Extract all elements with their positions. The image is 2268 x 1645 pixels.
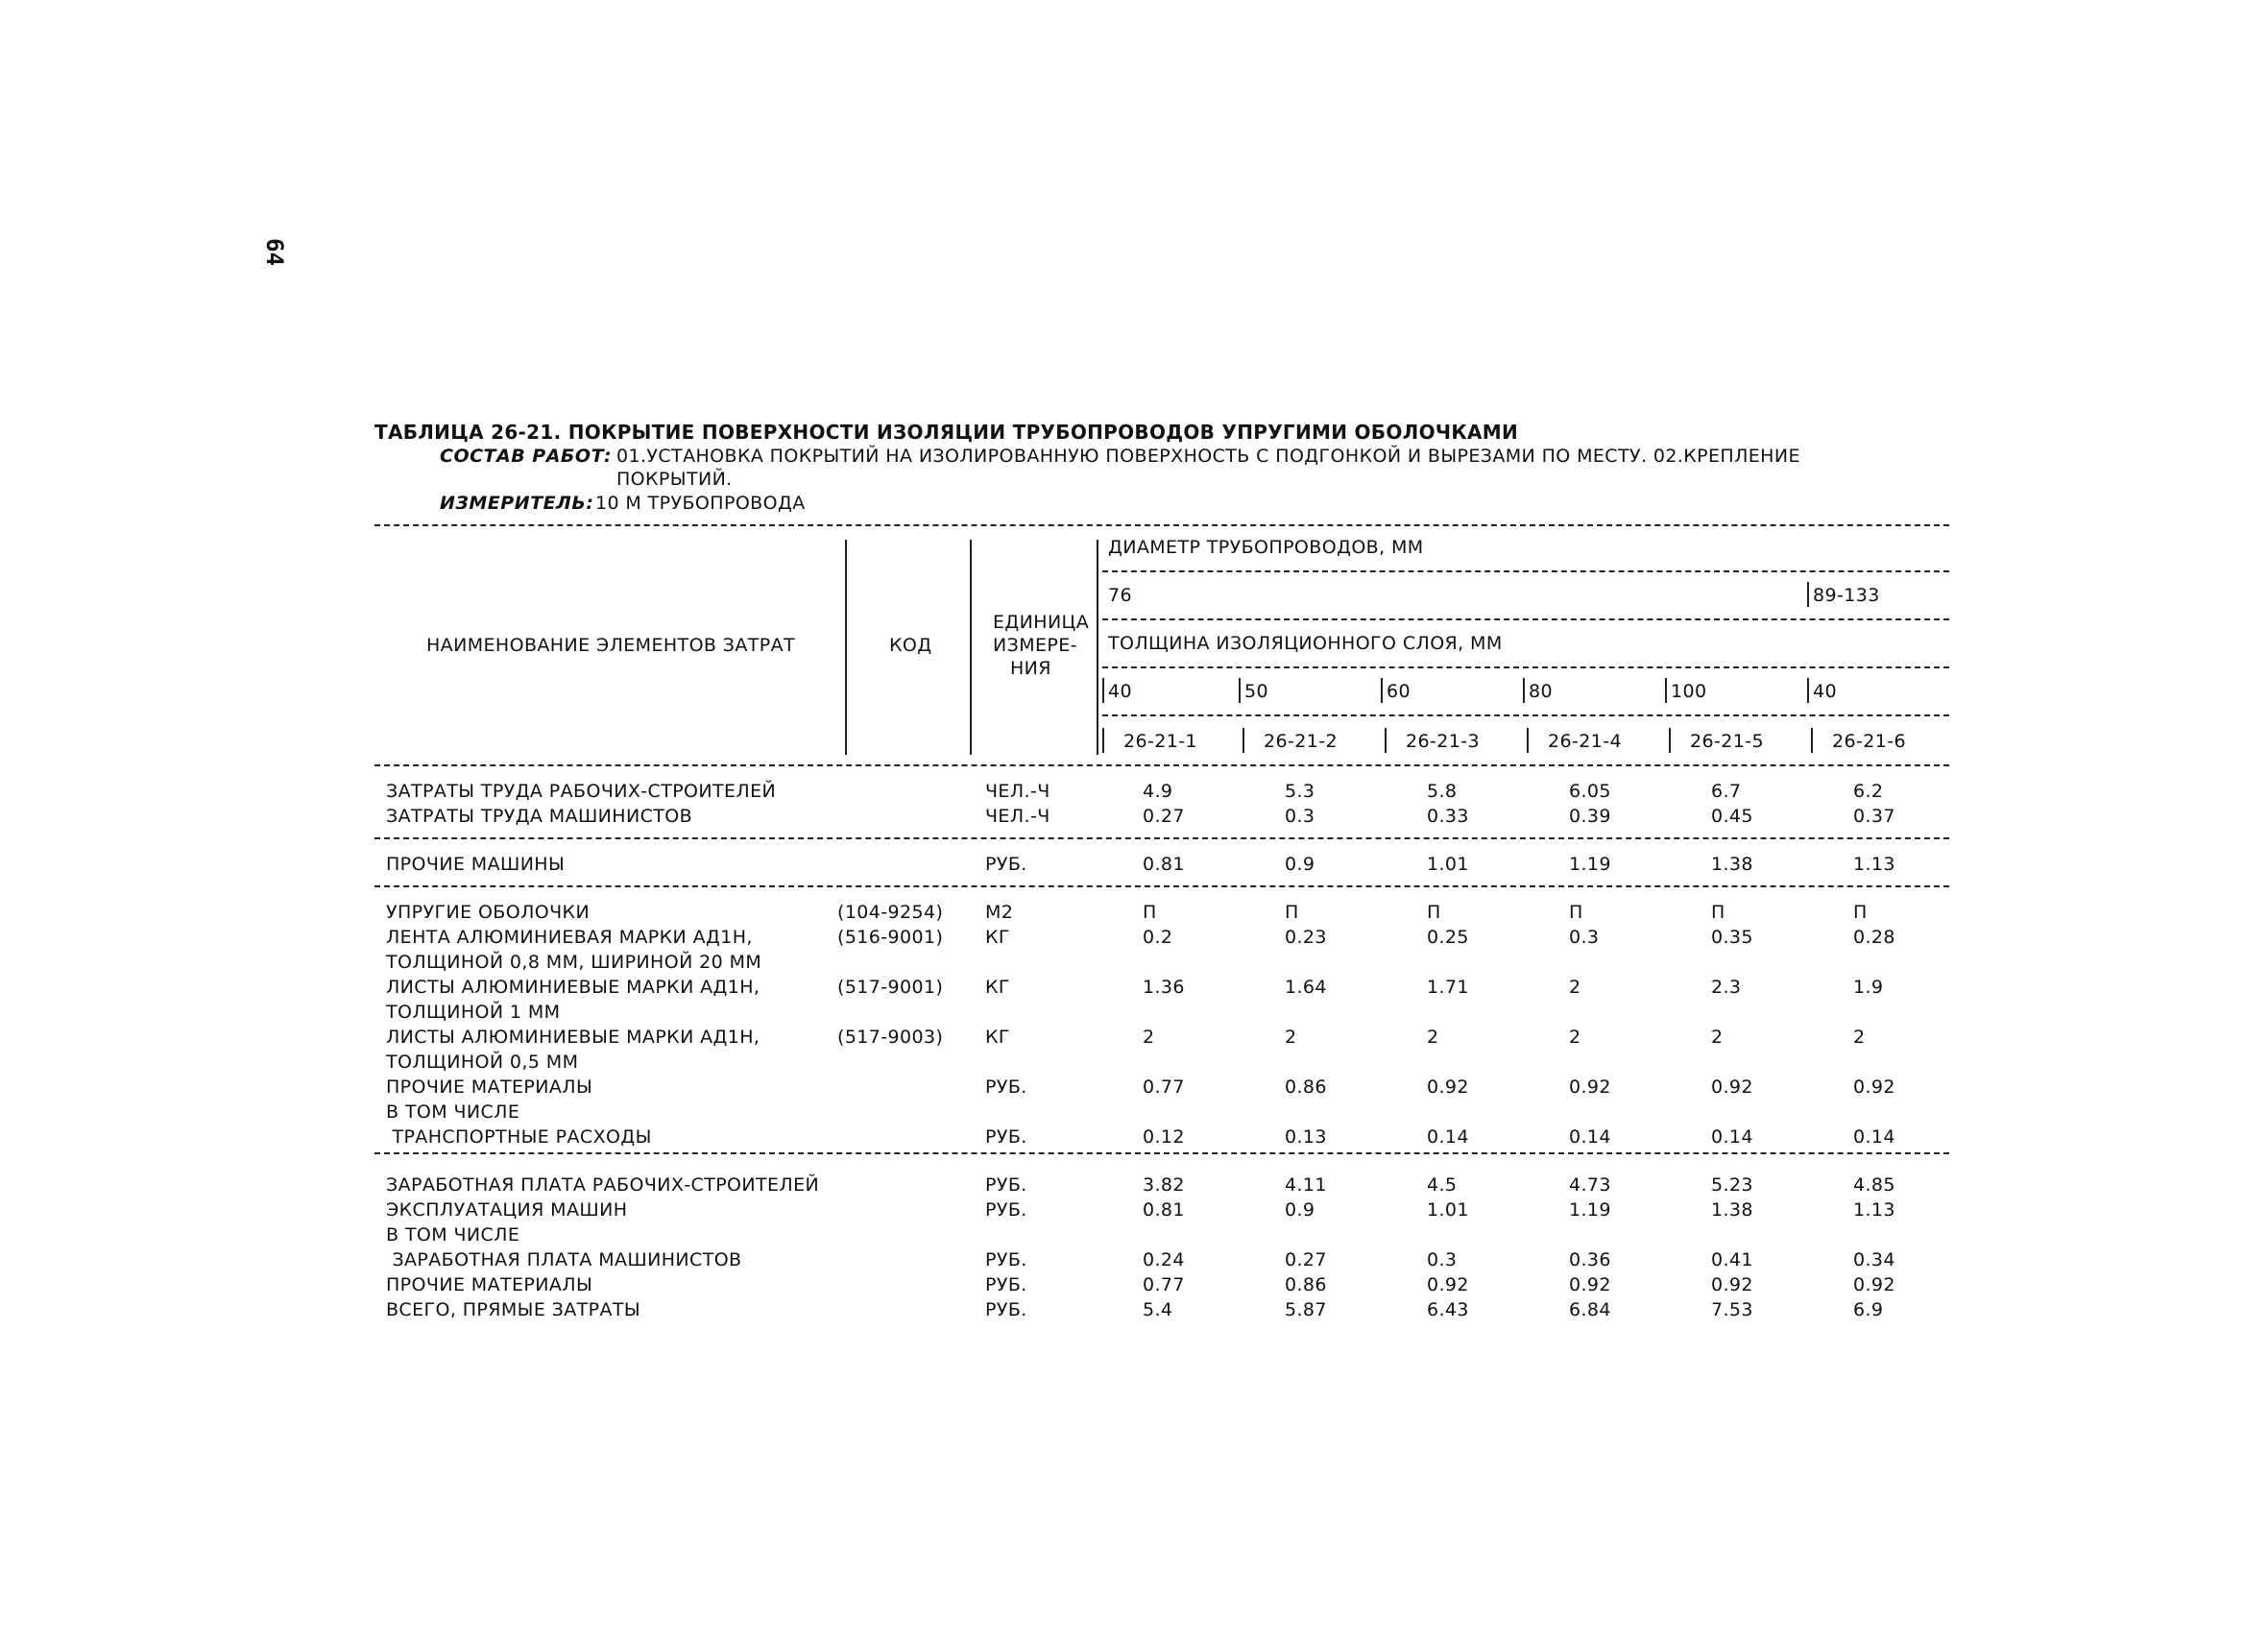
row-value: 0.92 xyxy=(1711,1077,1753,1098)
row-value: 0.23 xyxy=(1285,927,1327,948)
row-value: П xyxy=(1853,902,1868,923)
row-value: 1.71 xyxy=(1427,977,1469,998)
header-divider-2 xyxy=(970,540,972,755)
row-value: 4.11 xyxy=(1285,1174,1327,1196)
row-value: 4.5 xyxy=(1427,1174,1458,1196)
row-value: 2.3 xyxy=(1711,977,1742,998)
row-value: 0.3 xyxy=(1285,806,1315,827)
codes-rule xyxy=(1102,714,1949,716)
row-value: 6.84 xyxy=(1569,1299,1611,1320)
thick-divider-4 xyxy=(1523,678,1525,703)
row-unit: М2 xyxy=(985,902,1014,923)
row-unit: РУБ. xyxy=(985,854,1027,875)
col-code-5: 26-21-5 xyxy=(1690,731,1764,752)
row-value: 1.64 xyxy=(1285,977,1327,998)
row-value: 0.86 xyxy=(1285,1077,1327,1098)
row-name: ЗАРАБОТНАЯ ПЛАТА РАБОЧИХ-СТРОИТЕЛЕЙ xyxy=(386,1174,820,1196)
row-value: 1.01 xyxy=(1427,1199,1469,1221)
col-code-1: 26-21-1 xyxy=(1123,731,1197,752)
row-value: 0.9 xyxy=(1285,854,1315,875)
thick-divider-5 xyxy=(1665,678,1667,703)
header-d76: 76 xyxy=(1108,585,1132,606)
header-divider-1 xyxy=(845,540,847,755)
row-value: 2 xyxy=(1285,1027,1297,1048)
row-value: 1.9 xyxy=(1853,977,1884,998)
row-value: 0.2 xyxy=(1143,927,1173,948)
row-value: 0.86 xyxy=(1285,1274,1327,1295)
row-value: 5.87 xyxy=(1285,1299,1327,1320)
row-value: П xyxy=(1569,902,1583,923)
row-value: 6.43 xyxy=(1427,1299,1469,1320)
row-value: 0.14 xyxy=(1427,1126,1469,1148)
row-value: П xyxy=(1285,902,1299,923)
row-value: 2 xyxy=(1569,1027,1581,1048)
row-value: 0.81 xyxy=(1143,1199,1185,1221)
row-unit: РУБ. xyxy=(985,1299,1027,1320)
row-name: ПРОЧИЕ МАТЕРИАЛЫ xyxy=(386,1077,593,1098)
row-value: 0.14 xyxy=(1853,1126,1895,1148)
page-number: 64 xyxy=(261,238,288,266)
row-value: 2 xyxy=(1853,1027,1866,1048)
row-value: 5.23 xyxy=(1711,1174,1753,1196)
header-divider-3 xyxy=(1097,540,1098,755)
row-value: 0.12 xyxy=(1143,1126,1185,1148)
row-name: В ТОМ ЧИСЛЕ xyxy=(386,1224,520,1246)
row-value: 6.05 xyxy=(1569,781,1611,802)
row-unit: РУБ. xyxy=(985,1274,1027,1295)
thick-divider-3 xyxy=(1381,678,1383,703)
section-rule-1 xyxy=(374,837,1949,839)
row-value: 1.38 xyxy=(1711,1199,1753,1221)
row-value: 0.77 xyxy=(1143,1274,1185,1295)
row-value: П xyxy=(1711,902,1725,923)
meter-value: 10 М ТРУБОПРОВОДА xyxy=(595,493,806,514)
thick-value-5: 100 xyxy=(1671,681,1707,702)
row-value: 0.77 xyxy=(1143,1077,1185,1098)
row-value: 0.27 xyxy=(1285,1249,1327,1270)
row-value: 0.36 xyxy=(1569,1249,1611,1270)
thick-value-2: 50 xyxy=(1244,681,1268,702)
row-value: 0.92 xyxy=(1711,1274,1753,1295)
row-value: 0.81 xyxy=(1143,854,1185,875)
table-title: ТАБЛИЦА 26-21. ПОКРЫТИЕ ПОВЕРХНОСТИ ИЗОЛЯЦИИ ТРУБОПРОВОДОВ УПРУГИМИ ОБОЛОЧКАМИ xyxy=(374,421,1518,444)
row-name: ПРОЧИЕ МАТЕРИАЛЫ xyxy=(386,1274,593,1295)
row-unit: КГ xyxy=(985,1027,1010,1048)
row-value: 1.38 xyxy=(1711,854,1753,875)
row-value: 0.92 xyxy=(1569,1274,1611,1295)
row-value: 0.34 xyxy=(1853,1249,1895,1270)
row-name: ЗАРАБОТНАЯ ПЛАТА МАШИНИСТОВ xyxy=(386,1249,742,1270)
row-name: УПРУГИЕ ОБОЛОЧКИ xyxy=(386,902,591,923)
row-value: 4.85 xyxy=(1853,1174,1895,1196)
row-value: 1.36 xyxy=(1143,977,1185,998)
composition-label: СОСТАВ РАБОТ: xyxy=(440,446,613,467)
row-value: 0.39 xyxy=(1569,806,1611,827)
row-name: ТРАНСПОРТНЫЕ РАСХОДЫ xyxy=(386,1126,652,1148)
section-rule-3 xyxy=(374,1152,1949,1154)
code-divider-2 xyxy=(1243,728,1244,753)
row-value: 0.3 xyxy=(1569,927,1600,948)
header-unit-3: НИЯ xyxy=(1010,658,1051,679)
col-code-3: 26-21-3 xyxy=(1406,731,1480,752)
row-unit: РУБ. xyxy=(985,1174,1027,1196)
row-value: 0.9 xyxy=(1285,1199,1315,1221)
thick-divider-1 xyxy=(1102,678,1104,703)
row-unit: КГ xyxy=(985,927,1010,948)
row-name: ЗАТРАТЫ ТРУДА МАШИНИСТОВ xyxy=(386,806,693,827)
row-value: 0.25 xyxy=(1427,927,1469,948)
row-name: ЗАТРАТЫ ТРУДА РАБОЧИХ-СТРОИТЕЛЕЙ xyxy=(386,781,777,802)
code-divider-5 xyxy=(1669,728,1671,753)
row-value: 0.33 xyxy=(1427,806,1469,827)
row-code: (517-9003) xyxy=(837,1027,944,1048)
thick-divider-2 xyxy=(1239,678,1241,703)
row-value: 6.2 xyxy=(1853,781,1884,802)
row-value: 0.28 xyxy=(1853,927,1895,948)
row-value: 0.37 xyxy=(1853,806,1895,827)
row-unit: ЧЕЛ.-Ч xyxy=(985,781,1050,802)
row-value: 0.14 xyxy=(1569,1126,1611,1148)
row-value: 1.13 xyxy=(1853,1199,1895,1221)
row-unit: РУБ. xyxy=(985,1199,1027,1221)
row-name: ЛИСТЫ АЛЮМИНИЕВЫЕ МАРКИ АД1Н, xyxy=(386,1027,760,1048)
composition-text-2: ПОКРЫТИЙ. xyxy=(616,469,733,490)
row-code: (517-9001) xyxy=(837,977,944,998)
row-name: ТОЛЩИНОЙ 1 ММ xyxy=(386,1002,561,1023)
header-name: НАИМЕНОВАНИЕ ЭЛЕМЕНТОВ ЗАТРАТ xyxy=(426,635,796,656)
row-value: 3.82 xyxy=(1143,1174,1185,1196)
row-value: 0.92 xyxy=(1569,1077,1611,1098)
row-value: 0.35 xyxy=(1711,927,1753,948)
row-value: 6.7 xyxy=(1711,781,1742,802)
row-code: (104-9254) xyxy=(837,902,944,923)
thick-value-4: 80 xyxy=(1529,681,1553,702)
header-code: КОД xyxy=(889,635,932,656)
thick-divider-6 xyxy=(1807,678,1809,703)
row-value: 5.3 xyxy=(1285,781,1315,802)
col-code-4: 26-21-4 xyxy=(1548,731,1622,752)
row-unit: ЧЕЛ.-Ч xyxy=(985,806,1050,827)
header-bottom-rule xyxy=(374,764,1949,766)
d-rule xyxy=(1102,618,1949,620)
row-value: 0.3 xyxy=(1427,1249,1458,1270)
row-name: ТОЛЩИНОЙ 0,8 ММ, ШИРИНОЙ 20 ММ xyxy=(386,952,762,973)
thickness-rule xyxy=(1102,666,1949,668)
row-value: П xyxy=(1143,902,1157,923)
row-value: 0.27 xyxy=(1143,806,1185,827)
col-code-6: 26-21-6 xyxy=(1832,731,1906,752)
code-divider-4 xyxy=(1527,728,1529,753)
row-code: (516-9001) xyxy=(837,927,944,948)
header-diameter: ДИАМЕТР ТРУБОПРОВОДОВ, ММ xyxy=(1108,537,1424,558)
row-name: ПРОЧИЕ МАШИНЫ xyxy=(386,854,566,875)
row-value: 2 xyxy=(1427,1027,1439,1048)
row-value: 6.9 xyxy=(1853,1299,1884,1320)
row-name: ЭКСПЛУАТАЦИЯ МАШИН xyxy=(386,1199,628,1221)
row-unit: РУБ. xyxy=(985,1126,1027,1148)
col-code-2: 26-21-2 xyxy=(1264,731,1338,752)
row-unit: РУБ. xyxy=(985,1249,1027,1270)
row-value: 1.19 xyxy=(1569,854,1611,875)
row-value: 1.19 xyxy=(1569,1199,1611,1221)
row-value: 4.9 xyxy=(1143,781,1173,802)
thick-value-1: 40 xyxy=(1108,681,1132,702)
row-value: 0.92 xyxy=(1853,1077,1895,1098)
row-value: 0.14 xyxy=(1711,1126,1753,1148)
row-value: 1.01 xyxy=(1427,854,1469,875)
row-value: 0.24 xyxy=(1143,1249,1185,1270)
row-name: ЛЕНТА АЛЮМИНИЕВАЯ МАРКИ АД1Н, xyxy=(386,927,753,948)
row-name: ЛИСТЫ АЛЮМИНИЕВЫЕ МАРКИ АД1Н, xyxy=(386,977,760,998)
code-divider-1 xyxy=(1102,728,1104,753)
composition-text-1: 01.УСТАНОВКА ПОКРЫТИЙ НА ИЗОЛИРОВАННУЮ ПОВЕРХНОСТЬ С ПОДГОНКОЙ И ВЫРЕЗАМИ ПО МЕСТУ. 02.КРЕПЛЕНИЕ xyxy=(616,446,1800,467)
d89-divider xyxy=(1807,582,1809,607)
thick-value-6: 40 xyxy=(1813,681,1837,702)
row-value: 0.13 xyxy=(1285,1126,1327,1148)
header-thickness: ТОЛЩИНА ИЗОЛЯЦИОННОГО СЛОЯ, ММ xyxy=(1108,633,1503,654)
row-value: П xyxy=(1427,902,1441,923)
row-unit: РУБ. xyxy=(985,1077,1027,1098)
row-value: 0.92 xyxy=(1853,1274,1895,1295)
row-unit: КГ xyxy=(985,977,1010,998)
code-divider-3 xyxy=(1385,728,1387,753)
diameter-rule xyxy=(1102,570,1949,572)
section-rule-2 xyxy=(374,885,1949,887)
row-value: 5.4 xyxy=(1143,1299,1173,1320)
row-value: 0.92 xyxy=(1427,1077,1469,1098)
row-value: 0.45 xyxy=(1711,806,1753,827)
row-value: 2 xyxy=(1711,1027,1724,1048)
row-value: 7.53 xyxy=(1711,1299,1753,1320)
row-value: 2 xyxy=(1143,1027,1155,1048)
header-unit-2: ИЗМЕРЕ- xyxy=(993,635,1077,656)
thick-value-3: 60 xyxy=(1387,681,1411,702)
header-d89: 89-133 xyxy=(1813,585,1880,606)
code-divider-6 xyxy=(1811,728,1813,753)
meter-label: ИЗМЕРИТЕЛЬ: xyxy=(440,493,594,514)
row-value: 4.73 xyxy=(1569,1174,1611,1196)
row-value: 2 xyxy=(1569,977,1581,998)
header-top-rule xyxy=(374,524,1949,526)
row-name: ТОЛЩИНОЙ 0,5 ММ xyxy=(386,1052,579,1073)
row-value: 0.41 xyxy=(1711,1249,1753,1270)
row-value: 0.92 xyxy=(1427,1274,1469,1295)
row-name: ВСЕГО, ПРЯМЫЕ ЗАТРАТЫ xyxy=(386,1299,641,1320)
header-unit-1: ЕДИНИЦА xyxy=(993,612,1090,633)
row-value: 5.8 xyxy=(1427,781,1458,802)
row-value: 1.13 xyxy=(1853,854,1895,875)
row-name: В ТОМ ЧИСЛЕ xyxy=(386,1101,520,1123)
